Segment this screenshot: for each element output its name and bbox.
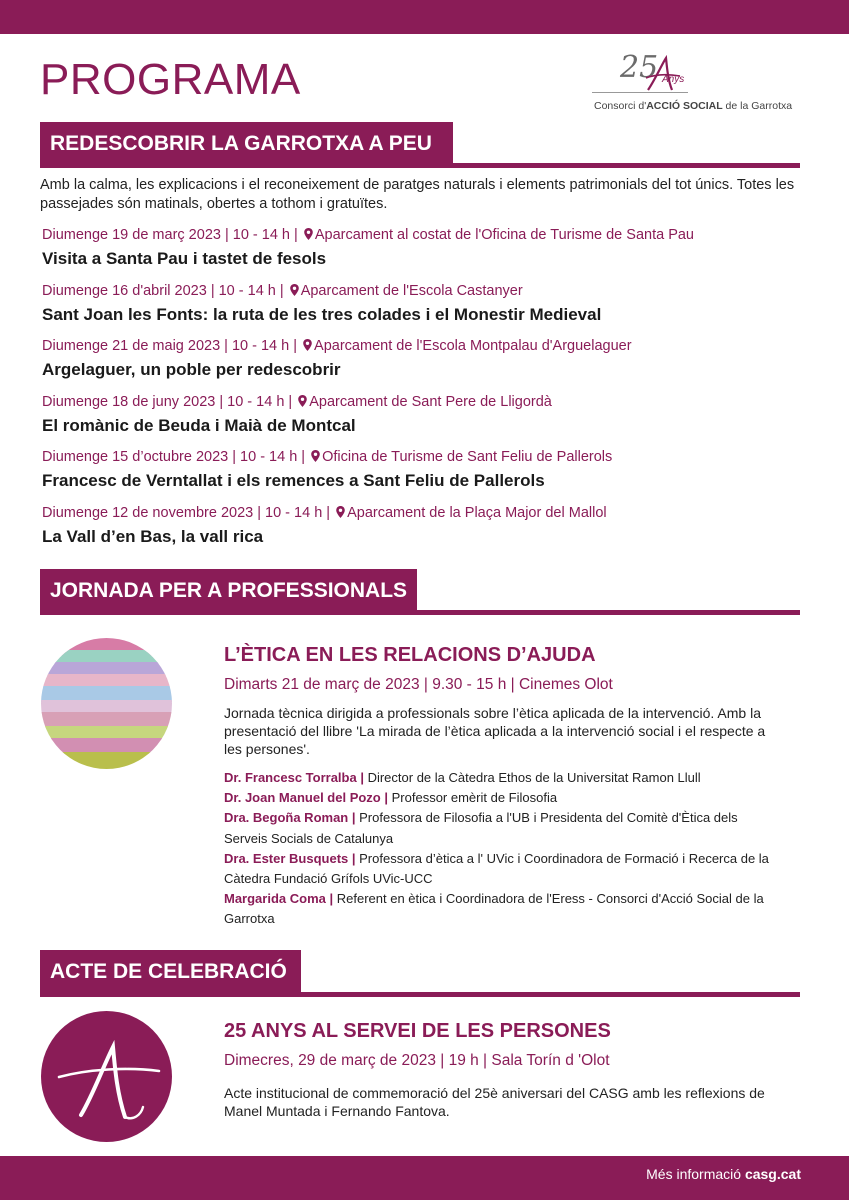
ethics-description: Jornada tècnica dirigida a professionals sobre l’ètica aplicada de la intervenció. Amb la presentació del llibre 'La mirada de l’ètica aplicada a la intervenció social i el respecte a les persones'. xyxy=(224,705,766,757)
walk-event xyxy=(42,282,802,325)
section-heading-walks: REDESCOBRIR LA GARROTXA A PEU xyxy=(40,122,453,166)
walk-event-meta: Diumenge 21 de maig 2023 | 10 - 14 h | Aparcament de l'Escola Montpalau d'Arguelaguer xyxy=(42,338,632,354)
logo-org-name: Consorci d'ACCIÓ SOCIAL de la Garrotxa xyxy=(594,100,793,112)
footer-link[interactable]: casg.cat xyxy=(744,1166,801,1182)
section-rule-professionals xyxy=(40,610,800,615)
location-pin-icon xyxy=(290,284,299,296)
celebration-description: Acte institucional de commemoració del 25è aniversari del CASG amb les reflexions de Manel Muntada i Fernando Fantova. xyxy=(224,1085,765,1119)
walk-event-title: Francesc de Verntallat i els remences a Sant Feliu de Pallerols xyxy=(42,471,545,490)
walk-event xyxy=(42,504,802,547)
speaker-role: Director de la Càtedra Ethos de la Universitat Ramon Llull xyxy=(367,770,701,785)
speaker-name: Dra. Ester Busquets | xyxy=(224,850,356,866)
walk-event xyxy=(42,448,802,491)
location-pin-icon xyxy=(336,506,345,518)
speaker-item xyxy=(224,768,784,788)
speaker-role: Professora d’ètica a l' UVic i Coordinadora de Formació i Recerca de la Càtedra Fundació Grífols UVic-UCC xyxy=(224,850,769,887)
location-pin-icon xyxy=(311,450,320,462)
walk-event-meta: Diumenge 15 d’octubre 2023 | 10 - 14 h | Oficina de Turisme de Sant Feliu de Pallerols xyxy=(42,449,613,465)
walk-event xyxy=(42,337,802,380)
ethics-title: L’ÈTICA EN LES RELACIONS D’AJUDA xyxy=(224,644,596,666)
location-pin-icon xyxy=(298,395,307,407)
image-stripe xyxy=(41,752,172,769)
speaker-item xyxy=(224,889,784,929)
walk-event xyxy=(42,393,802,436)
section-rule-celebration xyxy=(40,992,800,997)
section-heading-professionals: JORNADA PER A PROFESSIONALS xyxy=(40,569,417,613)
speaker-role: Professora de Filosofia a l'UB i Presidenta del Comitè d'Ètica dels Serveis Socials de Catalunya xyxy=(224,810,738,846)
walk-event-place: Aparcament de l'Escola Montpalau d'Arguelaguer xyxy=(314,338,632,354)
walks-intro: Amb la calma, les explicacions i el reconeixement de paratges naturals i elements patrimonials del tot únics. Totes les passejades són matinals, obertes a tothom i gratuïtes. xyxy=(40,177,795,212)
walk-event-place: Aparcament de Sant Pere de Lligordà xyxy=(309,394,552,410)
walk-event-title: La Vall d’en Bas, la vall rica xyxy=(42,527,264,546)
walk-event-meta: Diumenge 12 de novembre 2023 | 10 - 14 h | Aparcament de la Plaça Major del Mallol xyxy=(42,505,607,521)
walk-event xyxy=(42,226,802,269)
speaker-name: Margarida Coma | xyxy=(224,891,334,907)
speaker-item xyxy=(224,788,784,808)
location-pin-icon xyxy=(303,339,312,351)
walk-event-place: Aparcament de l'Escola Castanyer xyxy=(300,283,523,299)
footer-more-info: Més informació casg.cat xyxy=(646,1166,801,1182)
walk-event-place: Aparcament al costat de l'Oficina de Turisme de Santa Pau xyxy=(314,227,694,243)
walk-event-title: Sant Joan les Fonts: la ruta de les tres colades i el Monestir Medieval xyxy=(42,305,602,324)
speaker-name: Dr. Francesc Torralba | xyxy=(224,770,364,785)
location-pin-icon xyxy=(304,228,313,240)
logo-divider xyxy=(592,92,688,93)
walk-event-meta: Diumenge 18 de juny 2023 | 10 - 14 h | Aparcament de Sant Pere de Lligordà xyxy=(42,394,552,410)
section-rule-walks xyxy=(40,163,800,168)
logo-number: 25 xyxy=(620,50,659,85)
walk-event-meta: Diumenge 19 de març 2023 | 10 - 14 h | Aparcament al costat de l'Oficina de Turisme de Santa Pau xyxy=(42,227,694,243)
anniversary-logo xyxy=(41,1011,172,1142)
walk-event-title: Argelaguer, un poble per redescobrir xyxy=(42,360,341,379)
walk-event-place: Oficina de Turisme de Sant Feliu de Pallerols xyxy=(322,449,613,465)
speaker-name: Dr. Joan Manuel del Pozo | xyxy=(224,790,388,806)
ethics-meta: Dimarts 21 de març de 2023 | 9.30 - 15 h | Cinemes Olot xyxy=(224,676,613,693)
walk-event-title: Visita a Santa Pau i tastet de fesols xyxy=(42,249,327,268)
speaker-item xyxy=(224,808,784,848)
speaker-role: Professor emèrit de Filosofia xyxy=(391,790,558,806)
section-heading-celebration: ACTE DE CELEBRACIÓ xyxy=(40,950,301,994)
speaker-name: Dra. Begoña Roman | xyxy=(224,810,356,826)
page-title: PROGRAMA xyxy=(40,55,301,104)
walk-event-place: Aparcament de la Plaça Major del Mallol xyxy=(347,505,607,521)
top-bar xyxy=(0,0,849,34)
logo-years: Anys xyxy=(662,74,685,85)
speaker-list xyxy=(224,768,784,930)
walk-event-title: El romànic de Beuda i Maià de Montcal xyxy=(42,416,356,435)
speaker-item xyxy=(224,849,784,889)
anniversary-a-icon xyxy=(41,1011,172,1142)
celebration-meta: Dimecres, 29 de març de 2023 | 19 h | Sala Torín d 'Olot xyxy=(224,1052,610,1069)
speaker-role: Referent en ètica i Coordinadora de l'Eress - Consorci d'Acció Social de la Garrotxa xyxy=(224,891,764,927)
ethics-painting-image xyxy=(41,638,172,769)
walk-event-meta: Diumenge 16 d'abril 2023 | 10 - 14 h | Aparcament de l'Escola Castanyer xyxy=(42,283,523,299)
casg-logo xyxy=(592,50,802,120)
celebration-title: 25 ANYS AL SERVEI DE LES PERSONES xyxy=(224,1020,611,1042)
